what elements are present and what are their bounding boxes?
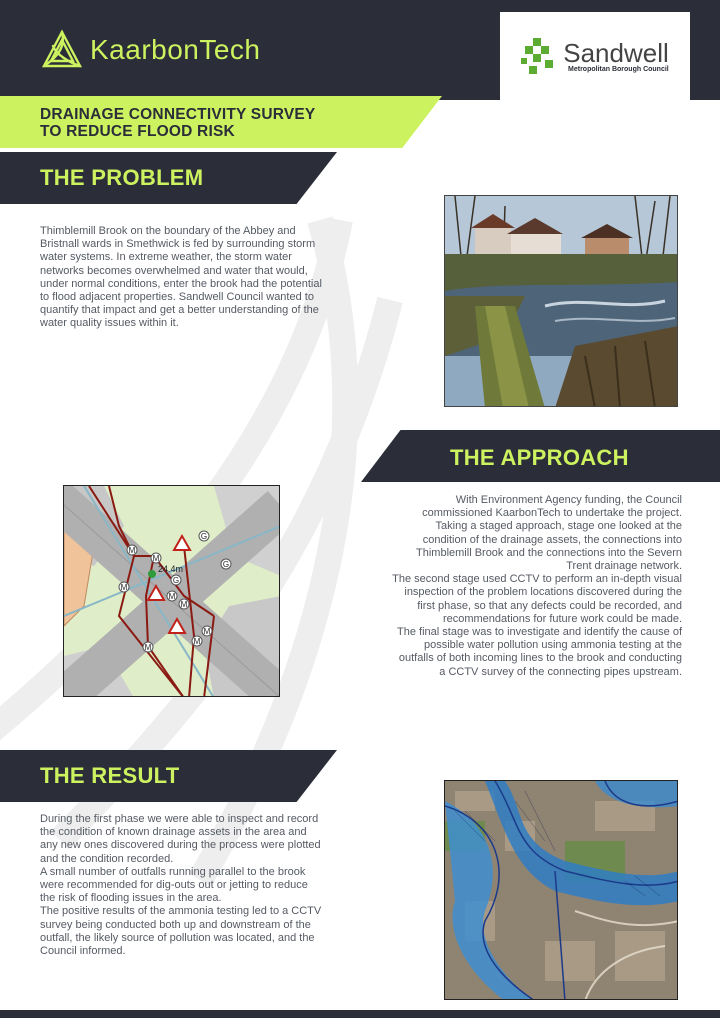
svg-text:M: M bbox=[193, 637, 201, 646]
gully-marker bbox=[221, 559, 231, 569]
page-title bbox=[40, 106, 420, 140]
flood-risk-map bbox=[444, 780, 678, 1000]
brand-logo bbox=[40, 20, 261, 80]
approach-text bbox=[390, 494, 682, 679]
level-label: 24.4m bbox=[158, 564, 184, 574]
brand-name: KaarbonTech bbox=[90, 34, 261, 65]
result-paragraph: The positive results of the ammonia testing led to a CCTV survey being conducted both up and downstream of the outfall, the likely source of pollution was located, and the Council informed. bbox=[40, 905, 322, 958]
manhole-marker bbox=[151, 553, 161, 563]
svg-text:M: M bbox=[152, 554, 160, 563]
kaarbontech-logo-icon bbox=[40, 28, 84, 72]
partner-subtitle: Metropolitan Borough Council bbox=[568, 65, 669, 73]
svg-text:M: M bbox=[168, 592, 176, 601]
approach-heading: THE APPROACH bbox=[450, 445, 629, 470]
page-title-line-2: TO REDUCE FLOOD RISK bbox=[40, 123, 235, 140]
svg-text:M: M bbox=[128, 546, 136, 555]
manhole-marker bbox=[167, 591, 177, 601]
result-paragraph: During the first phase we were able to inspect and record the condition of known drainage assets in the area and any new ones discovered during the process were plotted and the condition recorded. bbox=[40, 813, 321, 865]
manhole-marker bbox=[192, 636, 202, 646]
sandwell-mark-icon bbox=[521, 38, 557, 74]
svg-text:M: M bbox=[203, 627, 211, 636]
svg-text:M: M bbox=[120, 583, 128, 592]
result-text bbox=[40, 813, 324, 958]
page-title-line-1: DRAINAGE CONNECTIVITY SURVEY bbox=[40, 106, 316, 123]
problem-heading: THE PROBLEM bbox=[40, 165, 204, 190]
problem-text: Thimblemill Brook on the boundary of the Abbey and Bristnall wards in Smethwick is fed by surrounding storm water systems. In extreme weather, the storm water networks becomes overwhelmed and water that would, under normal conditions, enter the brook had the potential to flood adjacent properties. Sandwell Council wanted to quantify that impact and get a better understanding of the water quality issues within it. bbox=[40, 225, 322, 330]
manhole-marker bbox=[143, 642, 153, 652]
svg-text:G: G bbox=[222, 560, 230, 569]
gully-marker bbox=[171, 575, 181, 585]
brook-photo bbox=[444, 195, 678, 407]
footer-bar bbox=[0, 1010, 720, 1018]
survey-point-icon bbox=[148, 570, 156, 578]
manhole-marker bbox=[119, 582, 129, 592]
partner-logo bbox=[500, 12, 690, 100]
manhole-marker bbox=[127, 545, 137, 555]
svg-text:G: G bbox=[200, 532, 208, 541]
approach-paragraph: The second stage used CCTV to perform an in-depth visual inspection of the problem locations discovered during the first phase, so that any defects could be recorded, and recommendations for future work could be made. bbox=[392, 573, 682, 625]
gully-marker bbox=[199, 531, 209, 541]
manhole-marker bbox=[179, 599, 189, 609]
manhole-marker bbox=[202, 626, 212, 636]
partner-name: Sandwell bbox=[563, 37, 669, 68]
approach-paragraph: With Environment Agency funding, the Council commissioned KaarbonTech to undertake the project. bbox=[422, 494, 682, 520]
result-paragraph: A small number of outfalls running parallel to the brook were recommended for dig-outs out or jetting to reduce the risk of flooding issues in the area. bbox=[40, 865, 308, 905]
svg-text:G: G bbox=[172, 576, 180, 585]
svg-text:M: M bbox=[144, 643, 152, 652]
svg-text:M: M bbox=[180, 600, 188, 609]
approach-paragraph: Taking a staged approach, stage one looked at the condition of the drainage assets, the connections into Thimblemill Brook and the connections into the Severn Trent drainage network. bbox=[416, 520, 682, 573]
drainage-asset-map bbox=[63, 485, 280, 697]
approach-paragraph: The final stage was to investigate and identify the cause of possible water pollution using ammonia testing at the outfalls of both incoming lines to the brook and conducting a CCTV survey of the connecting pipes upstream. bbox=[397, 626, 682, 678]
result-heading: THE RESULT bbox=[40, 763, 180, 788]
